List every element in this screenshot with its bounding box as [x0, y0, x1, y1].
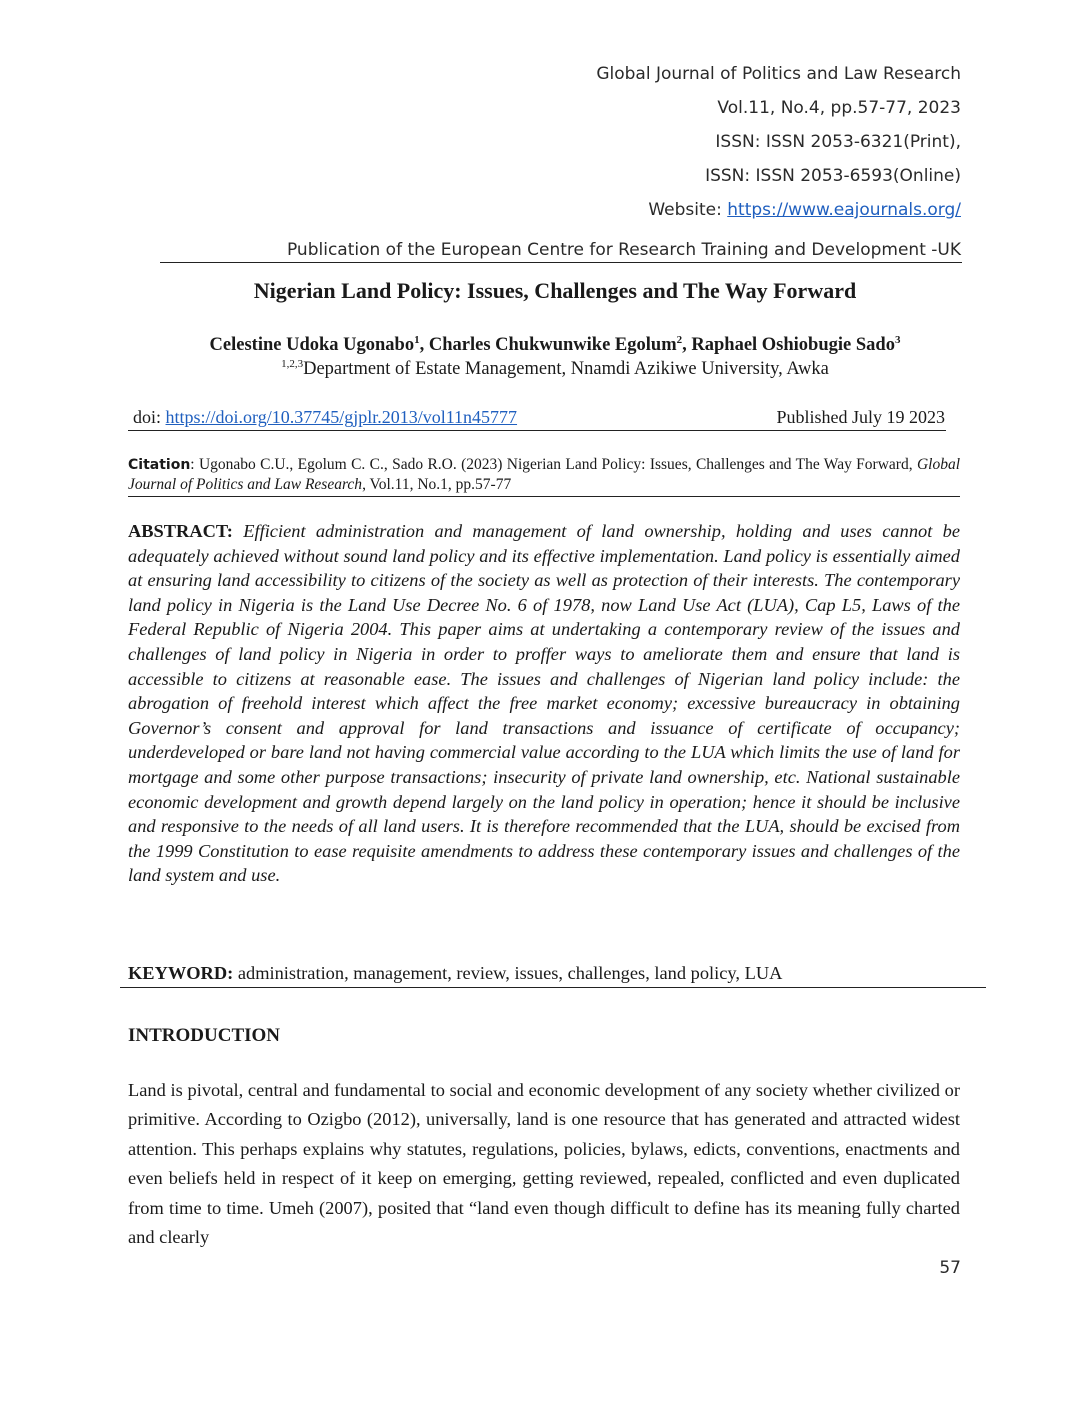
author-superscript: 1: [414, 334, 420, 346]
citation-text: : Ugonabo C.U., Egolum C. C., Sado R.O. (2023) Nigerian Land Policy: Issues, Challenges and The Way Forward,: [190, 456, 917, 473]
affiliation: [100, 358, 1010, 380]
author-superscript: 2: [676, 334, 683, 346]
citation-journal: Global Journal of Politics and Law Research: [128, 456, 960, 493]
citation-label: Citation: [128, 457, 191, 473]
abstract-text: Efficient administration and management of land ownership, holding and uses cannot be adequately achieved without sound land policy and its effective implementation. Land policy is essentially aimed at ensuring land accessibility to citizens of the society as well as protection of their interests. The contemporary land policy in Nigeria is the Land Use Decree No. 6 of 1978, now Land Use Act (LUA), Cap L5, Laws of the Federal Republic of Nigeria 2004. This paper aims at undertaking a contemporary review of the issues and challenges of land policy in Nigeria in order to proffer ways to ameliorate them and ensure that land is accessible to citizens at reasonable ease. The issues and challenges of Nigerian land policy include: the abrogation of freehold interest which affect the free market economy; excessive bureaucracy in obtaining Governor’s consent and approval for land transactions and issuance of certificate of occupancy; underdeveloped or bare land not having commercial value according to the LUA which limits the use of land for mortgage and some other purpose transactions; insecurity of private land ownership, etc. National sustainable economic development and growth depend largely on the land policy in operation; hence it should be inclusive and responsive to the needs of all land users. It is therefore recommended that the LUA, should be excised from the 1999 Constitution to ease requisite amendments to address these contemporary issues and challenges of the land system and use.: [128, 521, 960, 886]
website-link[interactable]: https://www.eajournals.org/: [727, 200, 961, 220]
paper-title: Nigerian Land Policy: Issues, Challenges and The Way Forward: [253, 278, 857, 303]
keyword-divider: [120, 987, 986, 988]
author-name: Charles Chukwunwike Egolum: [428, 335, 677, 356]
affiliation-superscript: 1,2,3: [281, 358, 304, 370]
citation-details: , Vol.11, No.1, pp.57-77: [362, 476, 512, 493]
doi-label: doi:: [133, 407, 166, 427]
section-heading: INTRODUCTION: [128, 1025, 281, 1046]
journal-volume: Vol.11, No.4, pp.57-77, 2023: [717, 98, 961, 118]
keyword-label: KEYWORD:: [128, 963, 234, 983]
author-name: Raphael Oshiobugie Sado: [691, 335, 895, 356]
published-date: Published July 19 2023: [776, 407, 945, 427]
header-divider: [160, 262, 962, 263]
body-paragraph: Land is pivotal, central and fundamental to social and economic development of any society whether civilized or primitive. According to Ozigbo (2012), universally, land is one resource that has generated and attracted widest attention. This perhaps explains why statutes, regulations, policies, bylaws, edicts, conventions, enactments and even beliefs held in respect of it keep on emerging, getting reviewed, repealed, conflicted and even duplicated from time to time. Umeh (2007), posited that “land even though difficult to define has its meaning fully charted and clearly: [128, 1080, 960, 1248]
publisher-line: Publication of the European Centre for Research Training and Development -UK: [286, 240, 961, 260]
doi-divider: [128, 430, 946, 431]
citation-divider: [128, 496, 960, 497]
abstract-label: ABSTRACT:: [128, 521, 233, 541]
abstract: [128, 519, 960, 888]
journal-name: Global Journal of Politics and Law Research: [596, 64, 961, 84]
author-separator: ,: [682, 335, 692, 356]
website-label: Website:: [648, 200, 728, 220]
keywords: [128, 963, 782, 984]
doi-line: [133, 407, 517, 428]
page-number: 57: [939, 1258, 961, 1278]
keyword-text: administration, management, review, issues, challenges, land policy, LUA: [233, 963, 783, 983]
author-separator: ,: [419, 335, 429, 356]
affiliation-text: Department of Estate Management, Nnamdi Azikiwe University, Awka: [303, 359, 829, 380]
author-list: [100, 334, 1010, 356]
citation: [128, 455, 960, 495]
issn-online: ISSN: ISSN 2053-6593(Online): [705, 166, 961, 186]
author-name: Celestine Udoka Ugonabo: [209, 335, 415, 356]
website-line: [648, 200, 961, 220]
author-superscript: 3: [894, 334, 901, 346]
issn-print: ISSN: ISSN 2053-6321(Print),: [715, 132, 961, 152]
doi-link[interactable]: https://doi.org/10.37745/gjplr.2013/vol11n45777: [165, 407, 518, 427]
